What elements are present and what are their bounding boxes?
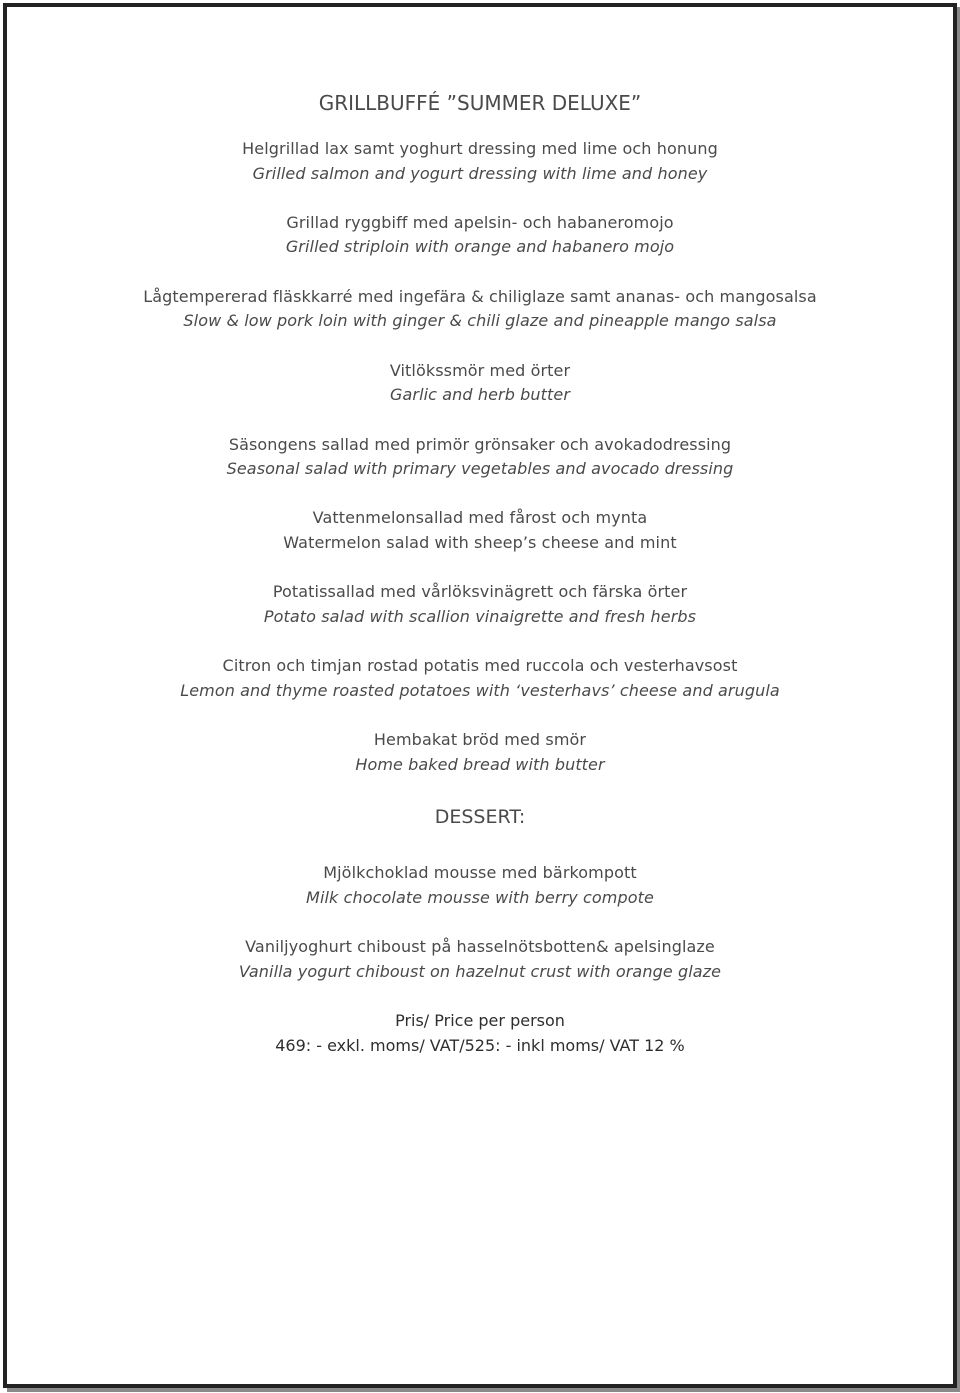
item-3-sv: Lågtempererad fläskkarré med ingefära & chiliglaze samt ananas- och mangosalsa: [143, 287, 817, 306]
price-label: Pris/ Price per person: [395, 1011, 565, 1030]
item-9-en: Home baked bread with butter: [355, 755, 605, 774]
item-2-sv: Grillad ryggbiff med apelsin- och habaneromojo: [286, 213, 674, 232]
item-4-sv: Vitlökssmör med örter: [389, 361, 571, 380]
price-text: 469: - exkl. moms/ VAT/525: - inkl moms/ VAT 12 %: [275, 1036, 685, 1055]
dessert-1-en: Milk chocolate mousse with berry compote: [306, 888, 654, 907]
item-3-en: Slow & low pork loin with ginger & chili glaze and pineapple mango salsa: [183, 311, 777, 330]
dessert-2-sv: Vaniljyoghurt chiboust på hasselnötsbotten& apelsinglaze: [245, 937, 715, 956]
item-1-en: Grilled salmon and yogurt dressing with lime and honey: [252, 164, 708, 183]
item-8-en: Lemon and thyme roasted potatoes with ‘vesterhavs’ cheese and arugula: [180, 681, 780, 700]
menu-page-frame: [3, 3, 957, 1388]
item-7-sv: Potatissallad med vårlöksvinägrett och färska örter: [272, 582, 688, 601]
item-6-en: Watermelon salad with sheep’s cheese and mint: [283, 533, 677, 552]
item-4-en: Garlic and herb butter: [389, 385, 570, 404]
item-1-sv: Helgrillad lax samt yoghurt dressing med lime och honung: [242, 139, 718, 158]
item-7-en: Potato salad with scallion vinaigrette and fresh herbs: [263, 607, 697, 626]
dessert-1-sv: Mjölkchoklad mousse med bärkompott: [323, 863, 637, 882]
item-5-sv: Säsongens sallad med primör grönsaker och avokadodressing: [228, 435, 732, 454]
item-8-sv: Citron och timjan rostad potatis med ruccola och vesterhavsost: [222, 656, 738, 675]
dessert-heading: DESSERT:: [434, 806, 526, 828]
menu-title: GRILLBUFFÉ ”SUMMER DELUXE”: [318, 91, 642, 115]
item-2-en: Grilled striploin with orange and habanero mojo: [285, 237, 675, 256]
item-9-sv: Hembakat bröd med smör: [373, 730, 587, 749]
item-6-sv: Vattenmelonsallad med fårost och mynta: [312, 508, 648, 527]
item-5-en: Seasonal salad with primary vegetables and avocado dressing: [226, 459, 734, 478]
dessert-2-en: Vanilla yogurt chiboust on hazelnut crust with orange glaze: [238, 962, 722, 981]
